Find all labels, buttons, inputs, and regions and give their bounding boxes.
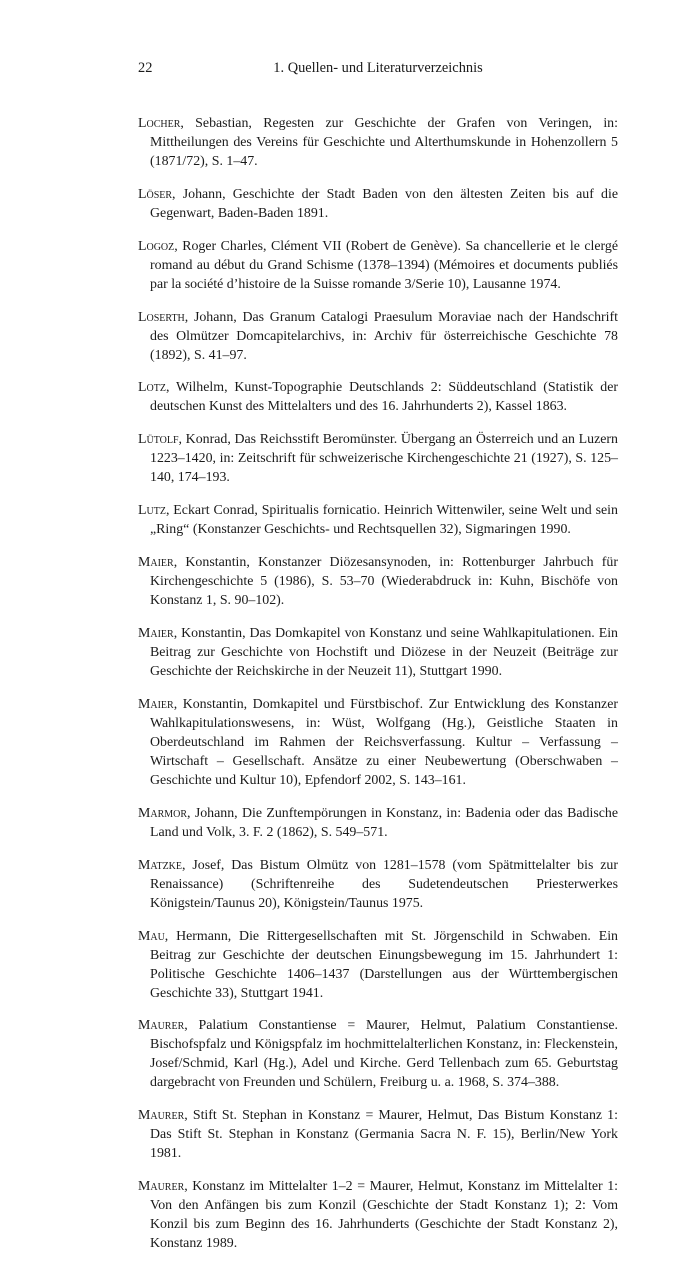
bibliography-entry <box>138 927 618 1003</box>
entry-author: Maier <box>138 696 174 712</box>
entry-author: Mau <box>138 928 165 944</box>
entry-text: , Konstantin, Domkapitel und Fürstbischof. Zur Entwicklung des Konstanzer Wahlkapitulationswesens, in: Wüst, Wolfgang (Hg.), Geistliche Staaten in Oberdeutschland im Rahmen der Reichsverfassung. Kultur – Verfassung – Wirtschaft – Gesellschaft. Ansätze zu einer Neubewertung (Oberschwaben – Geschichte und Kultur 10), Epfendorf 2002, S. 143–161. <box>150 696 618 788</box>
bibliography-entry <box>138 501 618 539</box>
bibliography-entry <box>138 430 618 487</box>
entry-author: Marmor <box>138 805 188 821</box>
entry-author: Löser <box>138 186 173 202</box>
bibliography-entry <box>138 1177 618 1253</box>
page-header <box>138 60 618 82</box>
entry-text: , Konstantin, Konstanzer Diözesansynoden, in: Rottenburger Jahrbuch für Kirchengeschichte 5 (1986), S. 53–70 (Wiederabdruck in: Kuhn, Bischöfe von Konstanz 1, S. 90–102). <box>150 555 618 609</box>
entry-text: , Sebastian, Regesten zur Geschichte der Grafen von Veringen, in: Mittheilungen des Vereins für Geschichte und Alterthumskunde in Hohenzollern 5 (1871/72), S. 1–47. <box>150 115 618 169</box>
entry-author: Lütolf <box>138 432 179 448</box>
bibliography-entry <box>138 553 618 610</box>
entry-author: Maier <box>138 555 174 571</box>
entry-text: , Konrad, Das Reichsstift Beromünster. Übergang an Österreich und an Luzern 1223–1420, in: Zeitschrift für schweizerische Kirchengeschichte 21 (1927), S. 125–140, 174–193. <box>150 432 618 486</box>
entry-text: , Stift St. Stephan in Konstanz = Maurer, Helmut, Das Bistum Konstanz 1: Das Stift St. Stephan in Konstanz (Germania Sacra N. F. 15), Berlin/New York 1981. <box>150 1108 618 1162</box>
bibliography-entry <box>138 114 618 171</box>
entry-text: , Hermann, Die Rittergesellschaften mit St. Jörgenschild in Schwaben. Ein Beitrag zur Geschichte der deutschen Einungsbewegung im 15. Jahrhundert 1: Politische Geschichte 1406–1437 (Darstellungen aus der Württembergischen Geschichte 33), Stuttgart 1941. <box>150 928 618 1001</box>
entry-author: Matzke <box>138 857 183 873</box>
entry-text: , Johann, Geschichte der Stadt Baden von den ältesten Zeiten bis auf die Gegenwart, Baden-Baden 1891. <box>150 186 618 221</box>
bibliography-entry <box>138 1106 618 1163</box>
bibliography-entry <box>138 856 618 913</box>
running-title: 1. Quellen- und Literaturverzeichnis <box>273 60 483 76</box>
bibliography-list <box>138 100 618 1267</box>
bibliography-entry <box>138 308 618 365</box>
entry-text: , Konstantin, Das Domkapitel von Konstanz und seine Wahlkapitulationen. Ein Beitrag zur Geschichte von Hochstift und Diözese in der Neuzeit (Beiträge zur Geschichte der Reichskirche in der Neuzeit 11), Stuttgart 1990. <box>150 626 618 680</box>
entry-author: Loserth <box>138 309 185 325</box>
entry-author: Locher <box>138 115 181 131</box>
entry-author: Lutz <box>138 503 166 519</box>
entry-author: Maurer <box>138 1108 185 1124</box>
bibliography-entry <box>138 624 618 681</box>
entry-text: , Wilhelm, Kunst-Topographie Deutschlands 2: Süddeutschland (Statistik der deutschen Kunst des Mittelalters und des 16. Jahrhunderts 2), Kassel 1863. <box>150 380 618 415</box>
bibliography-entry <box>138 1016 618 1092</box>
entry-author: Maurer <box>138 1179 185 1195</box>
entry-author: Logoz <box>138 238 175 254</box>
bibliography-entry <box>138 378 618 416</box>
entry-author: Maier <box>138 626 174 642</box>
entry-text: , Josef, Das Bistum Olmütz von 1281–1578 (vom Spätmittelalter bis zur Renaissance) (Schriftenreihe des Sudetendeutschen Priesterwerkes Königstein/Taunus 20), Königstein/Taunus 1975. <box>150 857 618 911</box>
entry-text: , Roger Charles, Clément VII (Robert de Genève). Sa chancellerie et le clergé romand au début du Grand Schisme (1378–1394) (Mémoires et documents publiés par la société d’histoire de la Suisse romande 3/Serie 10), Lausanne 1974. <box>150 238 618 292</box>
entry-text: , Johann, Das Granum Catalogi Praesulum Moraviae nach der Handschrift des Olmützer Domcapitelarchivs, in: Archiv für österreichische Geschichte 78 (1892), S. 41–97. <box>150 309 618 363</box>
bibliography-entry <box>138 237 618 294</box>
bibliography-entry <box>138 185 618 223</box>
bibliography-entry <box>138 695 618 790</box>
bibliography-entry <box>138 804 618 842</box>
entry-author: Lotz <box>138 380 166 396</box>
entry-text: , Konstanz im Mittelalter 1–2 = Maurer, Helmut, Konstanz im Mittelalter 1: Von den Anfängen bis zum Konzil (Geschichte der Stadt Konstanz 1); 2: Vom Konzil bis zum Beginn des 16. Jahrhunderts (Geschichte der Stadt Konstanz 2), Konstanz 1989. <box>150 1179 618 1252</box>
entry-text: , Eckart Conrad, Spiritualis fornicatio. Heinrich Wittenwiler, seine Welt und sein „Ring“ (Konstanzer Geschichts- und Rechtsquellen 32), Sigmaringen 1990. <box>150 503 618 538</box>
entry-text: , Palatium Constantiense = Maurer, Helmut, Palatium Constantiense. Bischofspfalz und Königspfalz im hochmittelalterlichen Konstanz, in: Fleckenstein, Josef/Schmid, Karl (Hg.), Adel und Kirche. Gerd Tellenbach zum 65. Geburtstag dargebracht von Freunden und Schülern, Freiburg u. a. 1968, S. 374–388. <box>150 1018 618 1091</box>
entry-text: , Johann, Die Zunftempörungen in Konstanz, in: Badenia oder das Badische Land und Volk, 3. F. 2 (1862), S. 549–571. <box>150 805 618 840</box>
page-number: 22 <box>138 60 153 76</box>
entry-author: Maurer <box>138 1018 185 1034</box>
